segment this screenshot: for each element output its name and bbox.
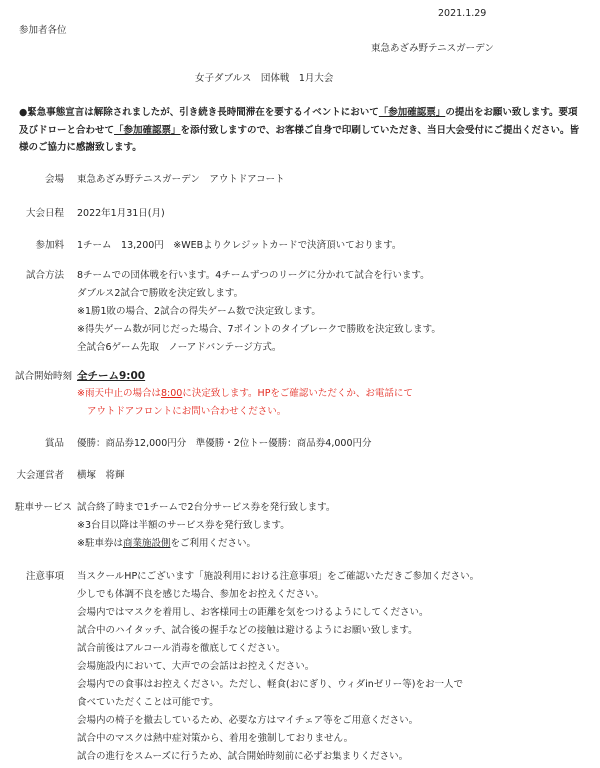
parking-lines (77, 499, 335, 553)
venue-value: 東急あざみ野テニスガーデン アウトドアコート (77, 174, 285, 185)
notice-text-2: の提出をお願い致します。要項及びドローと合わせて (19, 107, 578, 136)
document-date: 2021.1.29 (438, 8, 487, 19)
match-method-line: ダブルス2試合で勝敗を決定致します。 (77, 288, 244, 299)
rain-notice-text-2: に決定致します。HPをご確認いただくか、お電話にて (182, 388, 413, 399)
parking-line: 試合終了時まで1チームで2台分サービス券を発行致します。 (77, 502, 336, 513)
notes-line: 試合中のマスクは熱中症対策から、着用を強制しておりません。 (77, 733, 354, 744)
prize-label: 賞品 (44, 438, 64, 449)
notes-line: 会場内の椅子を撤去しているため、必要な方はマイチェア等をご用意ください。 (77, 715, 419, 726)
notice-text-1: ●緊急事態宣言は解除されましたが、引き続き長時間滞在を要するイベントにおいて (19, 107, 379, 118)
rain-notice-line-2: アウトドアフロントにお問い合わせください。 (87, 406, 287, 417)
rain-decision-time: 8:00 (160, 388, 183, 399)
confirmation-form-link-2: 「参加確認票」 (114, 124, 181, 136)
schedule-value: 2022年1月31日(月) (77, 208, 165, 219)
match-method-line: ※1勝1敗の場合、2試合の得失ゲーム数で決定致します。 (77, 306, 321, 317)
notes-line: 試合中のハイタッチ、試合後の握手などの接触は避けるようにお願い致します。 (77, 625, 418, 636)
commercial-facility-link: 商業施設側 (122, 538, 171, 549)
match-method-line: 全試合6ゲーム先取 ノーアドバンテージ方式。 (77, 342, 282, 353)
operator-label: 大会運営者 (16, 470, 64, 481)
notes-lines (77, 568, 479, 766)
fee-label: 参加料 (35, 240, 64, 251)
operator-value: 横塚 将輝 (77, 470, 125, 481)
parking-line-3 (77, 535, 335, 553)
venue-label: 会場 (44, 174, 64, 185)
match-method-label: 試合方法 (25, 270, 64, 281)
notes-line: 当スクールHPにございます「施設利用における注意事項」をご確認いただきご参加ください。 (77, 571, 480, 582)
notes-line: 会場内ではマスクを着用し、お客様同士の距離を気をつけるようにしてください。 (77, 607, 429, 618)
start-time-label: 試合開始時刻 (14, 371, 72, 382)
schedule-label: 大会日程 (25, 208, 64, 219)
start-time-value: 全チーム9:00 (77, 370, 146, 382)
parking-label: 駐車サービス (14, 502, 72, 513)
rain-notice-text: ※雨天中止の場合は (77, 388, 161, 399)
fee-value: 1チーム 13,200円 ※WEBよりクレジットカードで決済頂いております。 (77, 240, 402, 251)
confirmation-form-link-1: 「参加確認票」 (378, 107, 446, 118)
event-title: 女子ダブルス 団体戦 1月大会 (195, 73, 334, 84)
parking-line-text-2: をご利用ください。 (170, 538, 256, 549)
addressee: 参加者各位 (19, 25, 67, 36)
match-method-line: ※得失ゲーム数が同じだった場合、7ポイントのタイブレークで勝敗を決定致します。 (77, 324, 441, 335)
notice-paragraph (19, 104, 581, 157)
rain-notice-line-1 (77, 385, 413, 403)
notice-text-3: を添付致しますので、お客様ご自身で印刷していただき、当日大会受付にご提出ください。皆様のご協力に感謝致します。 (19, 124, 579, 154)
parking-line: ※3台目以降は半額のサービス券を発行致します。 (77, 520, 290, 531)
notes-line: 試合の進行をスムーズに行うため、試合開始時刻前に必ずお集まりください。 (77, 751, 409, 762)
notes-line: 食べていただくことは可能です。 (77, 697, 219, 708)
organization-name: 東急あざみ野テニスガーデン (371, 43, 494, 54)
notes-line: 会場施設内において、大声での会話はお控えください。 (77, 661, 315, 672)
start-time-block (77, 367, 413, 421)
notes-line: 少しでも体調不良を感じた場合、参加をお控えください。 (77, 589, 325, 600)
prize-value: 優勝：商品券12,000円分 準優勝・2位トー優勝：商品券4,000円分 (77, 438, 372, 449)
notes-line: 試合前後はアルコール消毒を徹底してください。 (77, 643, 286, 654)
notes-label: 注意事項 (25, 571, 64, 582)
parking-line-text: ※駐車券は (77, 538, 123, 549)
match-method-lines (77, 267, 441, 357)
match-method-line: 8チームでの団体戦を行います。4チームずつのリーグに分かれて試合を行います。 (77, 270, 430, 281)
notes-line: 会場内での食事はお控えください。ただし、軽食(おにぎり、ウィダinゼリー等)をお一人で (77, 679, 464, 690)
